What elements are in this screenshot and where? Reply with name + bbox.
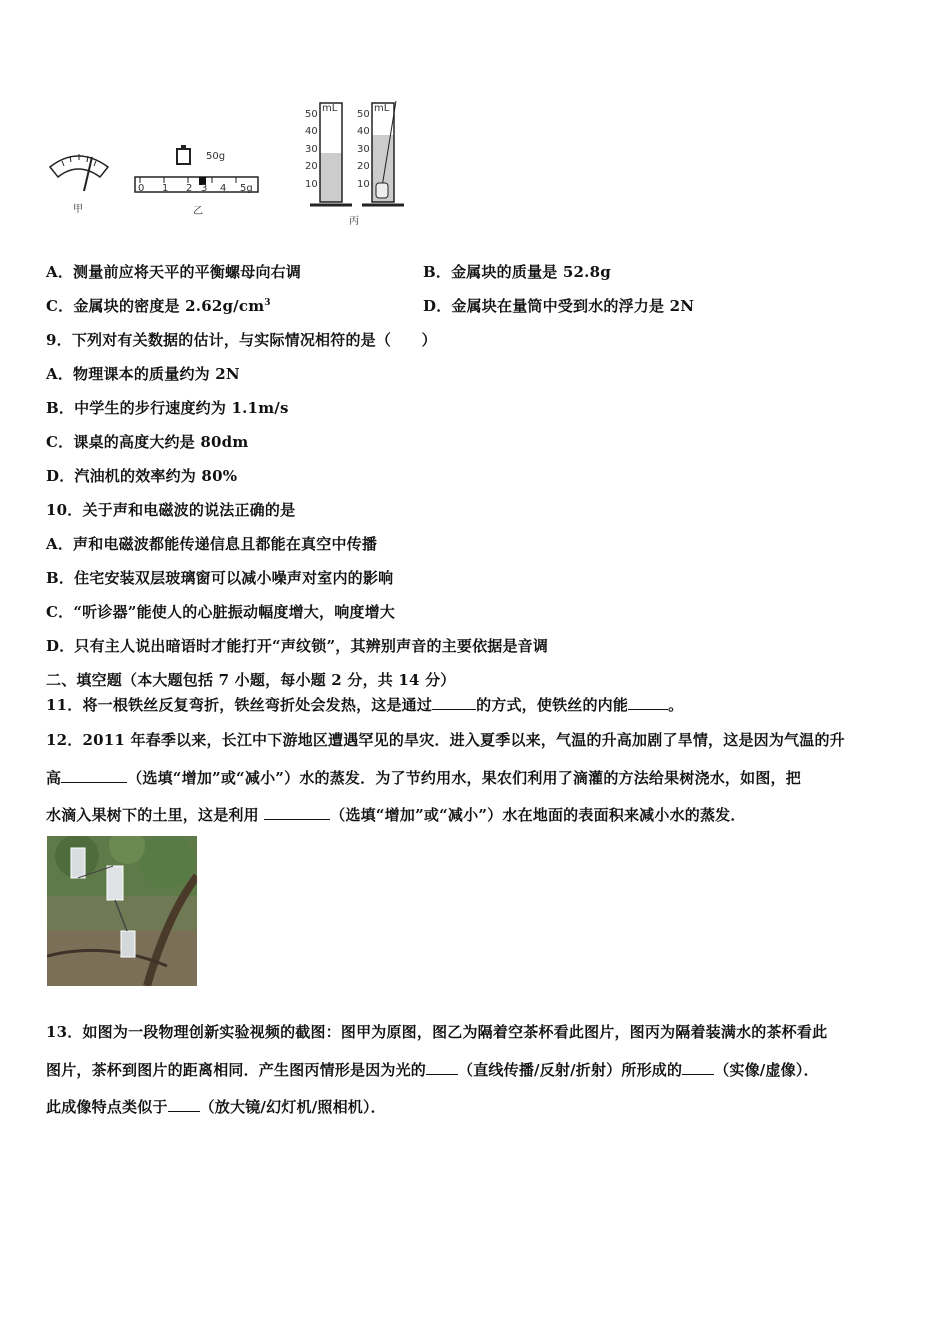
- q13-blank-2[interactable]: [682, 1060, 714, 1075]
- q12-line-2: [46, 767, 801, 788]
- q12-blank-2[interactable]: [264, 805, 330, 820]
- q8-option-a-row: [46, 261, 611, 282]
- q10-option-a: A．声和电磁波都能传递信息且都能在真空中传播: [46, 535, 378, 553]
- cyl2-tick-10: 10: [357, 179, 370, 190]
- q11-part-3: 。: [668, 696, 684, 714]
- cyl1-tick-40: 40: [305, 126, 318, 137]
- q12-line-3-pre: 水滴入果树下的土里，这是利用: [46, 806, 259, 824]
- ruler-tick-5: 5g: [240, 183, 253, 194]
- q10-option-b: B．住宅安装双层玻璃窗可以减小噪声对室内的影响: [46, 569, 394, 587]
- label-bing: 丙: [349, 216, 359, 227]
- q10-option-d: D．只有主人说出暗语时才能打开“声纹锁”，其辨别声音的主要依据是音调: [46, 637, 549, 655]
- q8-option-b: B．金属块的质量是 52.8g: [423, 263, 611, 281]
- q8-option-d: D．金属块在量筒中受到水的浮力是 2N: [423, 297, 695, 315]
- q13-line-3: [46, 1096, 386, 1117]
- ruler-tick-2: 2: [186, 183, 193, 194]
- cylinder-unit-2: mL: [374, 103, 390, 114]
- balance-dial-figure: [50, 154, 108, 215]
- section-2-heading: 二、填空题（本大题包括 7 小题，每小题 2 分，共 14 分）: [46, 671, 456, 689]
- graduated-cylinders-figure: [305, 101, 404, 227]
- cyl1-tick-10: 10: [305, 179, 318, 190]
- q11: [46, 694, 683, 715]
- cyl1-tick-20: 20: [305, 161, 318, 172]
- q13-line-3-a: 此成像特点类似于: [46, 1098, 168, 1116]
- q12-line-3-post: （选填“增加”或“减小”）水在地面的表面积来减小水的蒸发．: [330, 806, 746, 824]
- q13-line-2-c: （实像/虚像）．: [714, 1061, 819, 1079]
- q10-option-c: C．“听诊器”能使人的心脏振动幅度增大，响度增大: [46, 603, 395, 621]
- q11-part-1: 11．将一根铁丝反复弯折，铁丝弯折处会发热，这是通过: [46, 696, 433, 714]
- q12-line-3: [46, 804, 746, 825]
- q13-line-2: [46, 1059, 819, 1080]
- q11-blank-2[interactable]: [628, 695, 668, 710]
- ruler-tick-1: 1: [162, 183, 169, 194]
- q8-option-a: A．测量前应将天平的平衡螺母向右调: [46, 263, 302, 281]
- q13-line-2-a: 图片，茶杯到图片的距离相同．产生图丙情形是因为光的: [46, 1061, 427, 1079]
- ruler-tick-0: 0: [138, 183, 145, 194]
- drip-irrigation-photo: [47, 836, 197, 986]
- q13-line-1: 13．如图为一段物理创新实验视频的截图：图甲为原图，图乙为隔着空茶杯看此图片，图丙为隔着装满水的茶杯看此: [46, 1023, 828, 1041]
- weight-label: 50g: [206, 151, 226, 162]
- q9-option-b: B．中学生的步行速度约为 1.1m/s: [46, 399, 289, 417]
- q9-stem: 9．下列对有关数据的估计，与实际情况相符的是（ ）: [46, 331, 437, 349]
- q11-part-2: 的方式，使铁丝的内能: [476, 696, 629, 714]
- q12-line-2-pre: 高: [46, 769, 62, 787]
- experiment-figure: [0, 95, 950, 230]
- q13-blank-1[interactable]: [426, 1060, 458, 1075]
- cyl2-tick-40: 40: [357, 126, 370, 137]
- ruler-tick-4: 4: [220, 183, 227, 194]
- q12-blank-1[interactable]: [61, 768, 127, 783]
- q13-line-3-b: （放大镜/幻灯机/照相机）．: [199, 1098, 386, 1116]
- q9-option-a: A．物理课本的质量约为 2N: [46, 365, 240, 383]
- q12-line-1: 12．2011 年春季以来，长江中下游地区遭遇罕见的旱灾．进入夏季以来，气温的升高加剧了旱情，这是因为气温的升: [46, 731, 845, 749]
- q9-option-d: D．汽油机的效率约为 80%: [46, 467, 238, 485]
- q8-option-c-text: C．金属块的密度是 2.62g/cm: [46, 297, 265, 315]
- ruler-tick-3: 3: [201, 183, 208, 194]
- rider-scale-figure: [135, 145, 258, 217]
- label-jia: 甲: [73, 204, 83, 215]
- q8-option-c-sup: 3: [264, 298, 271, 308]
- cylinder-unit-1: mL: [322, 103, 338, 114]
- label-yi: 乙: [193, 206, 203, 217]
- cyl2-tick-30: 30: [357, 144, 370, 155]
- q10-stem: 10．关于声和电磁波的说法正确的是: [46, 501, 296, 519]
- cyl1-tick-30: 30: [305, 144, 318, 155]
- q12-line-2-post: （选填“增加”或“减小”）水的蒸发．为了节约用水，果农们利用了滴灌的方法给果树浇水，如图，把: [127, 769, 801, 787]
- q13-blank-3[interactable]: [168, 1097, 200, 1112]
- q8-option-c-row: [46, 295, 695, 316]
- q9-option-c: C．课桌的高度大约是 80dm: [46, 433, 249, 451]
- cyl2-tick-20: 20: [357, 161, 370, 172]
- q8-option-c: [46, 297, 271, 315]
- cyl2-tick-50: 50: [357, 109, 370, 120]
- q11-blank-1[interactable]: [432, 695, 476, 710]
- q13-line-2-b: （直线传播/反射/折射）所形成的: [458, 1061, 683, 1079]
- cyl1-tick-50: 50: [305, 109, 318, 120]
